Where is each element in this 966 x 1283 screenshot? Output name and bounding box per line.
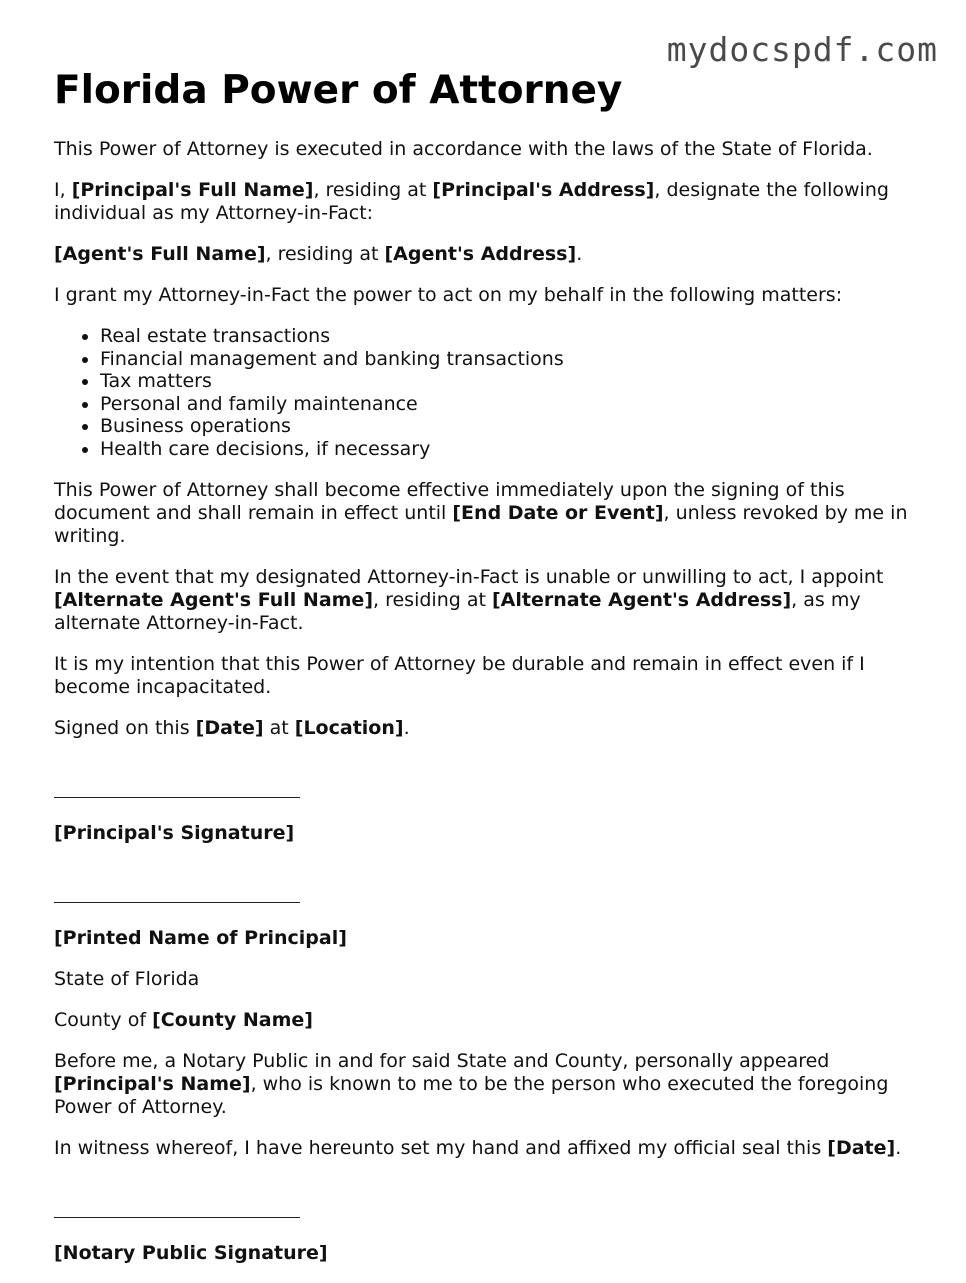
witness-clause: [54, 1137, 914, 1160]
principal-name-placeholder: [Principal's Full Name]: [71, 179, 314, 201]
printed-name-line[interactable]: [54, 863, 914, 909]
text: In witness whereof, I have hereunto set my hand and affixed my official seal this: [54, 1136, 828, 1159]
text: I,: [54, 179, 72, 201]
text: , unless revoked by me in writing.: [54, 501, 908, 547]
alternate-clause: [54, 566, 914, 635]
alternate-name-placeholder: [Alternate Agent's Full Name]: [54, 588, 374, 611]
text: Signed on this: [54, 716, 196, 739]
text: , residing at: [265, 243, 385, 265]
county-placeholder: [County Name]: [152, 1008, 313, 1031]
text: , who is known to me to be the person who executed the foregoing Power of Attorney.: [54, 1072, 889, 1118]
label: [Principal's Signature]: [54, 821, 295, 844]
document-title: Florida Power of Attorney: [54, 68, 623, 113]
text: Before me, a Notary Public in and for said State and County, personally appeared: [54, 1049, 830, 1072]
powers-list: [54, 325, 914, 461]
text: This Power of Attorney shall become effective immediately upon the signing of this document and shall remain in effect until: [54, 478, 845, 524]
text: .: [403, 716, 410, 739]
durable-clause: It is my intention that this Power of Attorney be durable and remain in effect even if I become incapacitated.: [54, 652, 865, 698]
list-item: • Tax matters: [100, 370, 914, 393]
label: [Printed Name of Principal]: [54, 926, 347, 949]
document-body: [54, 66, 914, 1283]
signature-rule: [54, 886, 300, 903]
agent-clause: [54, 243, 914, 266]
text: County of: [54, 1008, 153, 1031]
signature-rule: [54, 1201, 300, 1218]
county-line: [54, 1009, 914, 1032]
text: , designate the following individual as my Attorney-in-Fact:: [54, 179, 889, 224]
grant-intro: I grant my Attorney-in-Fact the power to act on my behalf in the following matters:: [54, 284, 843, 306]
end-date-placeholder: [End Date or Event]: [452, 501, 664, 524]
list-item: • Personal and family maintenance: [100, 393, 914, 416]
agent-address-placeholder: [Agent's Address]: [384, 243, 577, 265]
principal-address-placeholder: [Principal's Address]: [432, 179, 655, 201]
label: [Notary Public Signature]: [54, 1241, 328, 1264]
date-placeholder: [Date]: [827, 1136, 896, 1159]
list-item: • Business operations: [100, 415, 914, 438]
principal-signature-label: [54, 822, 914, 845]
printed-name-label: [54, 927, 914, 950]
list-item: • Real estate transactions: [100, 325, 914, 348]
principal-name-placeholder: [Principal's Name]: [54, 1072, 251, 1095]
location-placeholder: [Location]: [294, 716, 404, 739]
notary-signature-label: [54, 1242, 914, 1265]
text: , as my alternate Attorney-in-Fact.: [54, 588, 861, 634]
signed-clause: [54, 717, 914, 740]
effective-clause: [54, 479, 914, 548]
signature-rule: [54, 781, 300, 798]
alternate-address-placeholder: [Alternate Agent's Address]: [491, 588, 792, 611]
principal-signature-line[interactable]: [54, 758, 914, 804]
text: .: [576, 243, 583, 265]
text: .: [895, 1136, 902, 1159]
notary-clause: [54, 1050, 914, 1119]
principal-clause: [54, 179, 914, 225]
notary-signature-line[interactable]: [54, 1178, 914, 1224]
date-placeholder: [Date]: [195, 716, 264, 739]
text: , residing at: [313, 179, 433, 201]
list-item: • Health care decisions, if necessary: [100, 438, 914, 461]
agent-name-placeholder: [Agent's Full Name]: [54, 243, 266, 265]
text: , residing at: [373, 588, 492, 611]
state-line: State of Florida: [54, 967, 200, 990]
watermark: mydocspdf.com: [666, 30, 938, 69]
list-item: • Financial management and banking transactions: [100, 348, 914, 371]
text: In the event that my designated Attorney-in-Fact is unable or unwilling to act, I appoint: [54, 565, 884, 588]
text: at: [263, 716, 295, 739]
intro-paragraph: This Power of Attorney is executed in accordance with the laws of the State of Florida.: [54, 138, 873, 160]
